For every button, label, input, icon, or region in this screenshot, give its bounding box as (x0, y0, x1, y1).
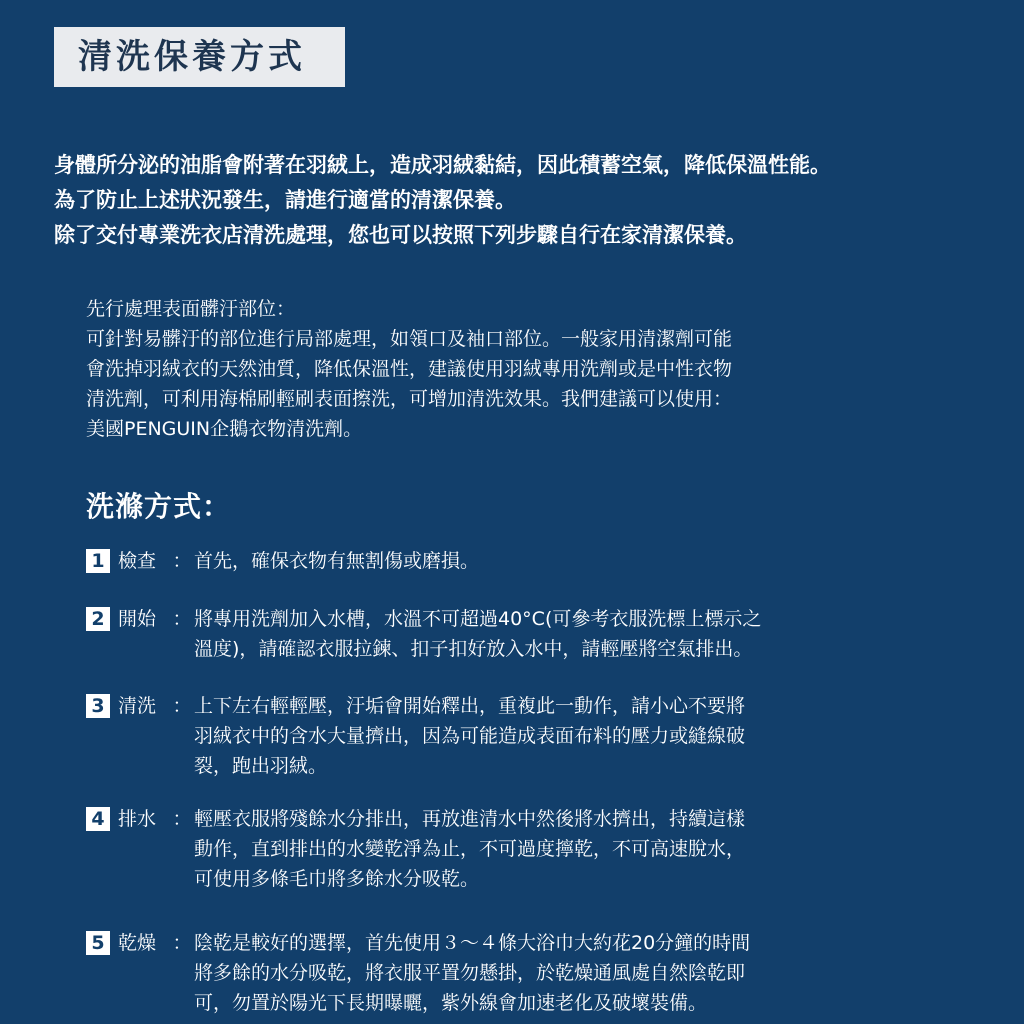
step-label: 檢查 (118, 550, 157, 572)
intro-line: 身體所分泌的油脂會附著在羽絨上，造成羽絨黏結，因此積蓄空氣，降低保溫性能。 (54, 153, 831, 177)
step-number-badge: 3 (86, 694, 110, 718)
step-number-badge: 2 (86, 607, 110, 631)
page-title: 清洗保養方式 (54, 27, 345, 87)
pretreat-line: 美國PENGUIN企鵝衣物清洗劑。 (86, 418, 363, 440)
intro-line: 為了防止上述狀況發生，請進行適當的清潔保養。 (54, 188, 516, 212)
step-number-badge: 1 (86, 549, 110, 573)
step-number-badge: 5 (86, 931, 110, 955)
step-line: 輕壓衣服將殘餘水分排出，再放進清水中然後將水擠出，持續這樣 (194, 808, 746, 830)
pretreat-section (86, 294, 926, 444)
pretreat-line: 可針對易髒汙的部位進行局部處理，如領口及袖口部位。一般家用清潔劑可能 (86, 328, 733, 350)
pretreat-line: 清洗劑，可利用海棉刷輕刷表面擦洗，可增加清洗效果。我們建議可以使用： (86, 388, 733, 410)
step-colon: ： (172, 608, 192, 630)
step-number-badge: 4 (86, 807, 110, 831)
step-body (194, 691, 910, 781)
step-label: 開始 (118, 608, 157, 630)
step-line: 陰乾是較好的選擇，首先使用３～４條大浴巾大約花20分鐘的時間 (194, 932, 751, 954)
step-line: 裂，跑出羽絨。 (194, 755, 328, 777)
step-line: 將多餘的水分吸乾，將衣服平置勿懸掛，於乾燥通風處自然陰乾即 (194, 962, 746, 984)
step-colon: ： (172, 550, 192, 572)
step-line: 羽絨衣中的含水大量擠出，因為可能造成表面布料的壓力或縫線破 (194, 725, 746, 747)
step-line: 可，勿置於陽光下長期曝曬，紫外線會加速老化及破壞裝備。 (194, 992, 708, 1014)
step-line: 將專用洗劑加入水槽，水溫不可超過40°C(可參考衣服洗標上標示之 (194, 608, 762, 630)
step-colon: ： (172, 808, 192, 830)
step-line: 首先，確保衣物有無割傷或磨損。 (194, 550, 480, 572)
step-colon: ： (172, 932, 192, 954)
wash-heading: 洗滌方式： (86, 490, 232, 523)
pretreat-line: 會洗掉羽絨衣的天然油質，降低保溫性，建議使用羽絨專用洗劑或是中性衣物 (86, 358, 733, 380)
step-line: 溫度)，請確認衣服拉鍊、扣子扣好放入水中，請輕壓將空氣排出。 (194, 638, 753, 660)
step-body (194, 546, 910, 576)
wash-step-5 (86, 928, 910, 1018)
wash-step-1 (86, 546, 910, 576)
step-label: 乾燥 (118, 932, 157, 954)
step-label: 排水 (118, 808, 157, 830)
step-body (194, 928, 910, 1018)
step-label: 清洗 (118, 695, 157, 717)
wash-step-3 (86, 691, 910, 781)
step-line: 上下左右輕輕壓，汙垢會開始釋出，重複此一動作，請小心不要將 (194, 695, 746, 717)
step-line: 動作，直到排出的水變乾淨為止，不可過度擰乾，不可高速脫水， (194, 838, 746, 860)
wash-step-2 (86, 604, 910, 664)
step-body (194, 604, 910, 664)
pretreat-heading: 先行處理表面髒汙部位： (86, 298, 296, 320)
intro-line: 除了交付專業洗衣店清洗處理，您也可以按照下列步驟自行在家清潔保養。 (54, 223, 747, 247)
intro-paragraph (54, 148, 994, 253)
step-colon: ： (172, 695, 192, 717)
step-body (194, 804, 910, 894)
step-line: 可使用多條毛巾將多餘水分吸乾。 (194, 868, 480, 890)
wash-step-4 (86, 804, 910, 894)
